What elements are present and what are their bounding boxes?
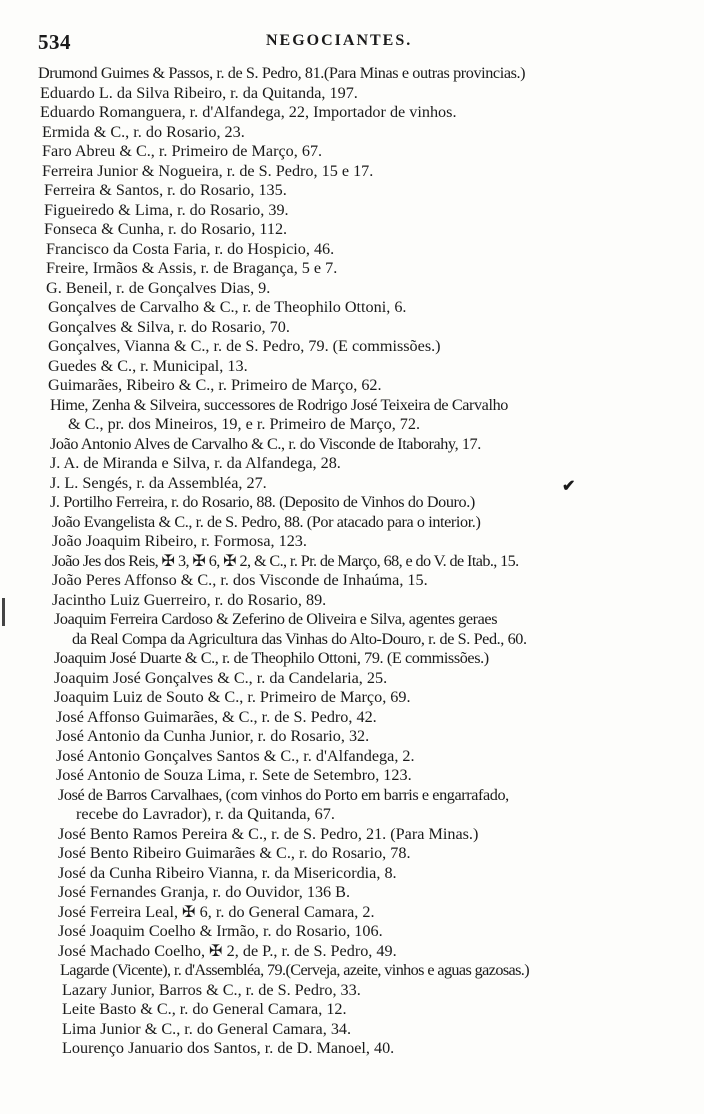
entry-line: Lazary Junior, Barros & C., r. de S. Pedro, 33.	[62, 980, 361, 999]
entry-line: Ferreira & Santos, r. do Rosario, 135.	[44, 181, 287, 199]
list-item	[38, 610, 698, 649]
entry-line: Joaquim José Gonçalves & C., r. da Candelaria, 25.	[54, 668, 388, 687]
entry-line: Joaquim José Duarte & C., r. de Theophilo Ottoni, 79. (E commissões.)	[54, 649, 489, 667]
entry-line: João Antonio Alves de Carvalho & C., r. do Visconde de Itaborahy, 17.	[50, 434, 481, 453]
entry-line: Ermida & C., r. do Rosario, 23.	[42, 122, 245, 141]
entry-line: Figueiredo & Lima, r. do Rosario, 39.	[44, 200, 289, 219]
list-item	[38, 591, 698, 611]
list-item	[38, 786, 698, 825]
entry-line: José de Barros Carvalhaes, (com vinhos do Porto em barris e engarrafado,	[58, 785, 509, 804]
list-item	[38, 903, 698, 923]
list-item	[38, 961, 698, 981]
list-item	[38, 649, 698, 669]
list-item	[38, 766, 698, 786]
list-item	[38, 864, 698, 884]
entry-line: G. Beneil, r. de Gonçalves Dias, 9.	[46, 278, 271, 297]
list-item	[38, 84, 698, 104]
list-item	[38, 298, 698, 318]
list-item	[38, 435, 698, 455]
entry-line: João Peres Affonso & C., r. dos Visconde de Inhaúma, 15.	[52, 571, 428, 589]
list-item	[38, 1000, 698, 1020]
list-item	[38, 123, 698, 143]
entry-line: Drumond Guimes & Passos, r. de S. Pedro, 81.(Para Minas e outras provincias.)	[38, 64, 526, 82]
entry-line: José Antonio de Souza Lima, r. Sete de Setembro, 123.	[56, 766, 412, 784]
list-item	[38, 454, 698, 474]
list-item	[38, 493, 698, 513]
list-item	[38, 513, 698, 533]
entry-line: José Fernandes Granja, r. do Ouvidor, 136 B.	[58, 883, 351, 901]
list-item	[38, 240, 698, 260]
entry-line: José Bento Ramos Pereira & C., r. de S. Pedro, 21. (Para Minas.)	[58, 824, 479, 843]
entry-line: José Antonio Gonçalves Santos & C., r. d'Alfandega, 2.	[56, 746, 415, 765]
entry-line: Gonçalves de Carvalho & C., r. de Theophilo Ottoni, 6.	[48, 298, 407, 316]
entry-line: José Affonso Guimarães, & C., r. de S. Pedro, 42.	[56, 707, 377, 726]
entry-continuation-line: da Real Compa da Agricultura das Vinhas do Alto-Douro, r. de S. Ped., 60.	[72, 629, 527, 648]
list-item	[38, 981, 698, 1001]
list-item	[38, 727, 698, 747]
entry-line: João Evangelista & C., r. de S. Pedro, 88. (Por atacado para o interior.)	[52, 512, 481, 531]
list-item	[38, 396, 698, 435]
list-item	[38, 318, 698, 338]
entry-line: José Antonio da Cunha Junior, r. do Rosario, 32.	[56, 727, 370, 745]
entry-line: Joaquim Ferreira Cardoso & Zeferino de Oliveira e Silva, agentes geraes	[54, 610, 498, 628]
list-item	[38, 181, 698, 201]
entry-line: Lima Junior & C., r. do General Camara, 34.	[62, 1019, 352, 1038]
entry-line: José Machado Coelho, ✠ 2, de P., r. de S. Pedro, 49.	[58, 941, 397, 960]
list-item	[38, 571, 698, 591]
entry-line: João Jes dos Reis, ✠ 3, ✠ 6, ✠ 2, & C., r. Pr. de Março, 68, e do V. de Itab., 15.	[52, 551, 519, 570]
list-item	[38, 162, 698, 182]
entry-line: J. A. de Miranda e Silva, r. da Alfandega, 28.	[50, 454, 341, 472]
entry-line: Leite Basto & C., r. do General Camara, 12.	[62, 1000, 347, 1018]
list-item	[38, 844, 698, 864]
list-item	[38, 201, 698, 221]
list-item	[38, 883, 698, 903]
list-item	[38, 669, 698, 689]
list-item	[38, 259, 698, 279]
list-item	[38, 337, 698, 357]
entry-line: Hime, Zenha & Silveira, successores de Rodrigo José Teixeira de Carvalho	[50, 395, 508, 414]
list-item	[38, 474, 698, 494]
entry-line: José da Cunha Ribeiro Vianna, r. da Misericordia, 8.	[58, 863, 397, 882]
page-header	[38, 28, 438, 56]
entry-line: Gonçalves & Silva, r. do Rosario, 70.	[48, 317, 290, 336]
list-item	[38, 376, 698, 396]
list-item	[38, 708, 698, 728]
list-item	[38, 552, 698, 572]
entry-line: Jacintho Luiz Guerreiro, r. do Rosario, 89.	[52, 590, 327, 609]
entry-line: Freire, Irmãos & Assis, r. de Bragança, 5 e 7.	[46, 259, 338, 277]
list-item	[38, 220, 698, 240]
entry-line: Ferreira Junior & Nogueira, r. de S. Pedro, 15 e 17.	[42, 161, 374, 180]
entry-line: Eduardo L. da Silva Ribeiro, r. da Quitanda, 197.	[40, 83, 358, 102]
entry-line: João Joaquim Ribeiro, r. Formosa, 123.	[52, 532, 307, 550]
entry-line: Lagarde (Vicente), r. d'Assembléa, 79.(Cerveja, azeite, vinhos e aguas gazosas.)	[60, 961, 530, 979]
entry-line: J. Portilho Ferreira, r. do Rosario, 88. (Deposito de Vinhos do Douro.)	[50, 493, 475, 511]
list-item	[38, 825, 698, 845]
entry-line: Eduardo Romanguera, r. d'Alfandega, 22, Importador de vinhos.	[40, 103, 457, 121]
entry-line: Guedes & C., r. Municipal, 13.	[48, 356, 248, 375]
entry-line: Francisco da Costa Faria, r. do Hospicio, 46.	[46, 239, 335, 258]
list-item	[38, 747, 698, 767]
entry-line: Gonçalves, Vianna & C., r. de S. Pedro, 79. (E commissões.)	[48, 337, 441, 355]
list-item	[38, 688, 698, 708]
entry-line: J. L. Sengés, r. da Assembléa, 27.	[50, 473, 267, 492]
list-item	[38, 103, 698, 123]
entry-line: Guimarães, Ribeiro & C., r. Primeiro de Março, 62.	[48, 376, 382, 394]
list-item	[38, 279, 698, 299]
list-item	[38, 922, 698, 942]
list-item	[38, 942, 698, 962]
entry-line: Fonseca & Cunha, r. do Rosario, 112.	[44, 220, 288, 238]
list-item	[38, 64, 698, 84]
list-item	[38, 532, 698, 552]
list-item	[38, 1020, 698, 1040]
list-item	[38, 357, 698, 377]
margin-mark	[2, 598, 5, 626]
list-item	[38, 142, 698, 162]
entry-line: Faro Abreu & C., r. Primeiro de Março, 67.	[42, 142, 323, 160]
page-number: 534	[38, 30, 71, 54]
entry-line: Lourenço Januario dos Santos, r. de D. Manoel, 40.	[62, 1039, 395, 1057]
entry-line: Joaquim Luiz de Souto & C., r. Primeiro de Março, 69.	[54, 688, 411, 706]
entry-continuation-line: recebe do Lavrador), r. da Quitanda, 67.	[76, 805, 335, 823]
entry-line: José Joaquim Coelho & Irmão, r. do Rosario, 106.	[58, 922, 383, 940]
handwritten-tick-mark: ✔	[562, 478, 576, 495]
running-title: NEGOCIANTES.	[266, 32, 413, 49]
entry-line: José Ferreira Leal, ✠ 6, r. do General Camara, 2.	[58, 902, 375, 921]
entry-line: José Bento Ribeiro Guimarães & C., r. do Rosario, 78.	[58, 844, 411, 862]
list-item	[38, 1039, 698, 1059]
merchant-list	[38, 64, 698, 1059]
entry-continuation-line: & C., pr. dos Mineiros, 19, e r. Primeiro de Março, 72.	[68, 415, 421, 433]
